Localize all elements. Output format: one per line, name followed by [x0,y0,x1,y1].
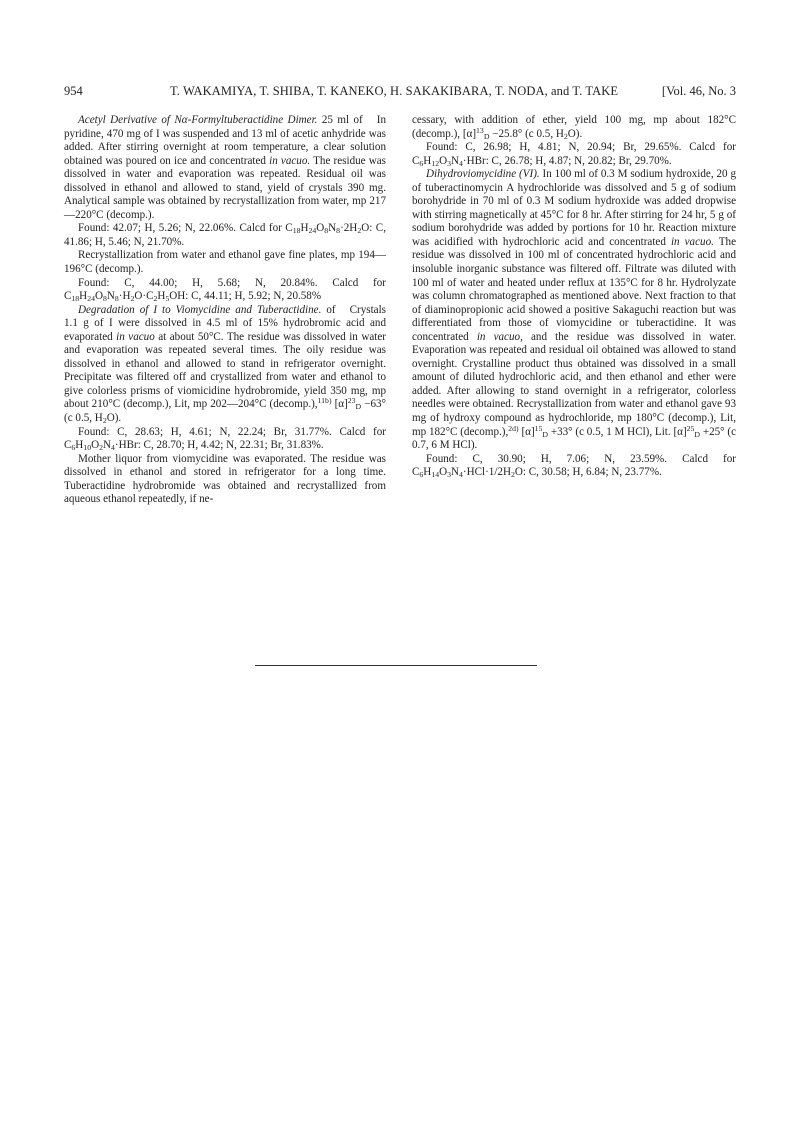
volume-label: [Vol. 46, No. 3 [661,84,736,98]
paragraph-found-3: Found: C, 28.63; H, 4.61; N, 22.24; Br, 31.77%. Calcd for $C_6H_{10}O_2N_4\cdot HBr$: C, 28.70; H, 4.42; N, 22.31; Br, 31.83%. [64,425,386,453]
paragraph-recrystallization: Recrystallization from water and ethanol gave fine plates, mp 194—196°C (decomp.). [64,249,386,276]
paragraph-found-5: Found: C, 30.90; H, 7.06; N, 23.59%. Calcd for $C_6H_{14}O_3N_4\cdot HCl\cdot 1/2H_2O$: C, 30.58; H, 6.84; N, 23.77%. [412,452,736,480]
section-title-acetyl: Acetyl Derivative of Nα-Formyltuberactidine Dimer. [78,114,318,126]
author-line: T. WAKAMIYA, T. SHIBA, T. KANEKO, H. SAKAKIBARA, T. NODA, and T. TAKE [170,84,619,98]
left-column [64,114,386,507]
page-number: 954 [64,84,83,98]
paragraph-found-2: Found: C, 44.00; H, 5.68; N, 20.84%. Calcd for $C_{18}H_{24}O_8N_8\cdot H_2O\cdot C_2H_5OH$: C, 44.11; H, 5.92; N, 20.58% [64,276,386,304]
section-title-dihydroviomycidine: Dihydroviomycidine (VI). [426,168,540,181]
reference-mark: 2d) [508,423,519,433]
paragraph-continuation: cessary, with addition of ether, yield 100 mg, mp about 182°C (decomp.), $[\alpha]^{13}_D -25.8^\circ$ (c 0.5, $H_2O$). [412,114,736,141]
section-title-degradation: Degradation of I to Viomycidine and Tuberactidine. [78,303,322,316]
right-column [412,114,736,480]
paragraph-mother-liquor: Mother liquor from viomycidine was evaporated. The residue was dissolved in ethanol and stored in refrigerator for a long time. Tuberactidine hydrobromide was obtained and recrystallized from aqueous ethanol repeatedly, if ne- [64,452,386,506]
paragraph-found-4: Found: C, 26.98; H, 4.81; N, 20.94; Br, 29.65%. Calcd for $C_6H_{12}O_3N_4\cdot HBr$: C, 26.78; H, 4.87; N, 20.82; Br, 29.70%. [412,141,736,168]
paragraph-dihydroviomycidine: Dihydroviomycidine (VI). In 100 ml of 0.3 M sodium hydroxide, 20 g of tuberactinomycin A hydrochloride was dissolved and 5 g of sodium borohydride in 70 ml of 0.3 M sodium hydroxide was added dropwise with stirring magnetically at 45°C for 8 hr. After stirring for 24 hr, 5 g of sodium borohydride was added by portions for 10 hr. Reaction mixture was acidified with hydrochloric acid and concentrated in vacuo. The residue was dissolved in 100 ml of concentrated hydrochloric acid and insoluble inorganic substance was filtered off. Filtrate was diluted with 100 ml of water and heated under reflux at 135°C for 8 hr. Hydrolyzate was column chromatographed as mentioned above. Next fraction to that of diaminopropionic acid showed a positive Sakaguchi reaction but was differentiated from those of viomycidine or tuberactidine. It was concentrated in vacuo, and the residue was dissolved in water. Evaporation was repeated and residual oil obtained was allowed to stand overnight. Crystalline product thus obtained was dissolved in a small amount of diluted hydrochloric acid, and then ethanol and ether were added. After allowing to stand overnight in a refrigerator, colorless needles were obtained. Recrystallization from water and ethanol gave 93 mg of hydroxy compound as hydrochloride, mp 180°C (decomp.), Lit, mp 182°C (decomp.),$^{2d)}$ $[\alpha]^{15}_D +33^\circ$ (c 0.5, 1 M HCl), Lit. $[\alpha]^{25}_D +25^\circ$ (c 0.7, 6 M HCl). [412,168,737,452]
running-header [64,84,736,102]
paragraph-degradation: Crystals Degradation of I to Viomycidine and Tuberactidine. of 1.1 g of I were dissolved in 4.5 ml of 15% hydrobromic acid and evaporated in vacuo at about 50°C. The residue was dissolved in water and evaporation was repeated several times. The oily residue was dissolved in ethanol and allowed to stand in refrigerator overnight. Precipitate was filtered off and crystallized from water and ethanol to give colorless prisms of viomicidine hydrobromide, yield 350 mg, mp about 210°C (decomp.), Lit, mp 202—204°C (decomp.),$^{11b)}$ $[\alpha]^{23}_D -63^\circ$ (c 0.5, $H_2O$). [64,303,386,426]
paragraph-found-1: Found: 42.07; H, 5.26; N, 22.06%. Calcd for $C_{18}H_{24}O_8N_8\cdot 2H_2O$: C, 41.86; H, 5.46; N, 21.70%. [64,222,386,248]
paragraph-acetyl-derivative: In Acetyl Derivative of Nα-Formyltuberactidine Dimer. 25 ml of pyridine, 470 mg of I was suspended and 13 ml of acetic anhydride was added. After stirring overnight at room temperature, a clear solution obtained was poured on ice and concentrated in vacuo. The residue was dissolved in water and evaporation was repeated. Residual oil was dissolved in ethanol and allowed to stand, yield of crystals 390 mg. Analytical sample was obtained by recrystallization from water, mp 217—220°C (decomp.). [64,114,386,221]
end-rule [255,665,537,666]
reference-mark: 11b) [317,396,332,406]
